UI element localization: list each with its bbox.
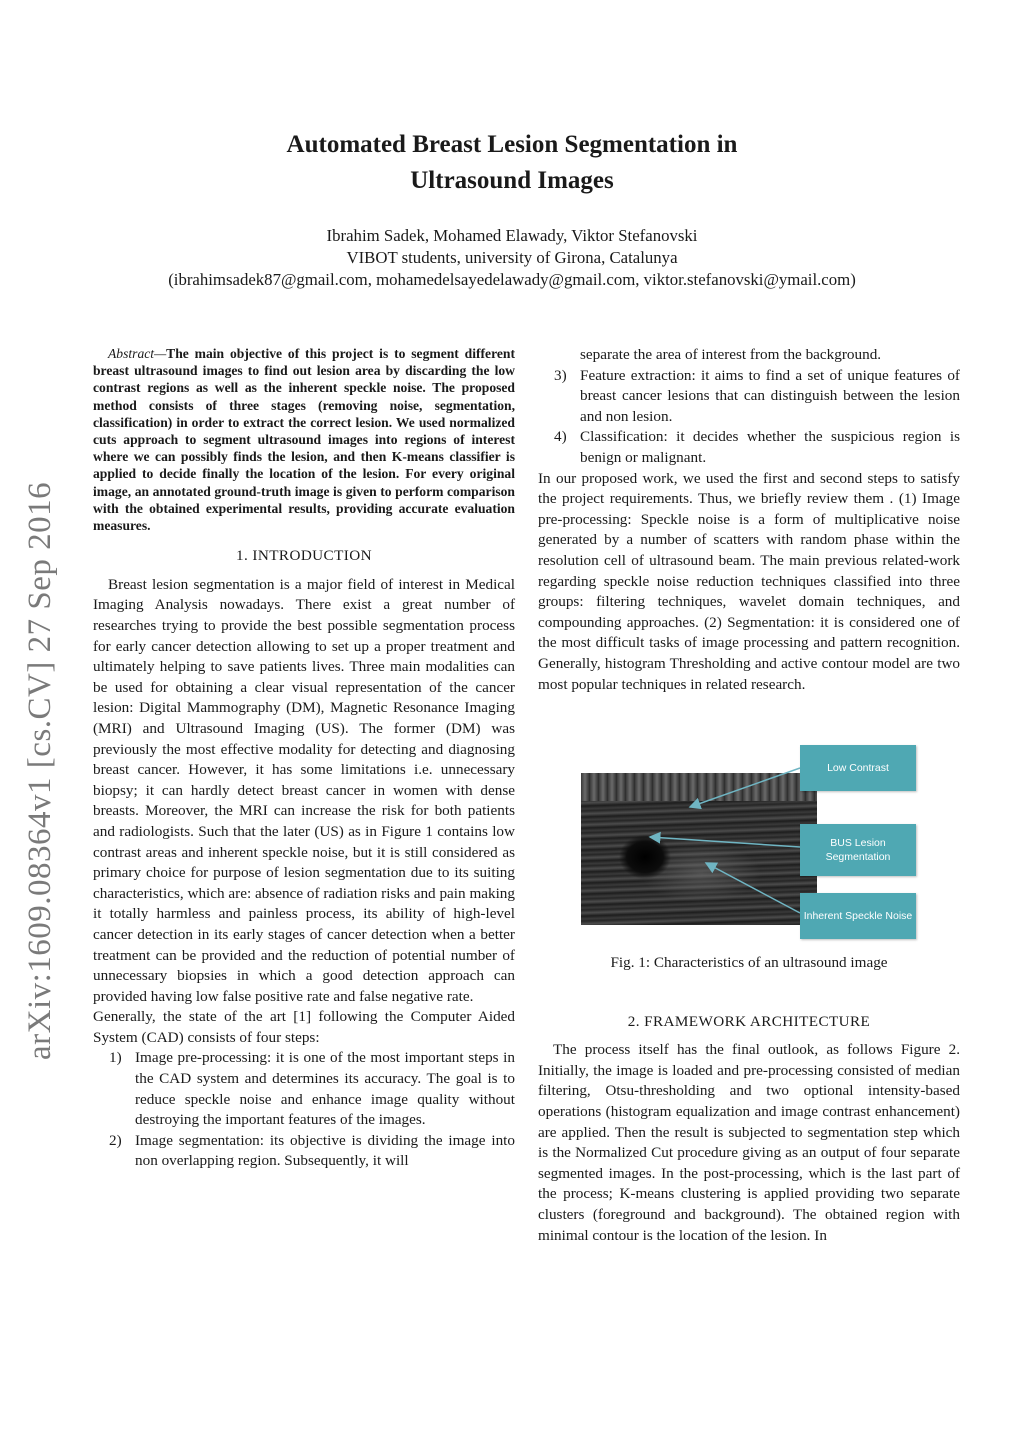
arxiv-identifier: arXiv:1609.08364v1 [cs.CV] 27 Sep 2016 (22, 481, 58, 1060)
list-item (538, 366, 960, 428)
abstract (93, 345, 515, 534)
left-column (93, 345, 515, 1172)
intro-paragraph-3: In our proposed work, we used the first and second steps to satisfy the project requirements. Thus, we briefly review them . (1) Image pre-processing: Speckle noise is a form of multiplicative noise generated by a number of scatters with random phase within the resolution cell of ultrasound beam. The main previous related-work regarding speckle noise reduction techniques classified into three groups: filtering techniques, wavelet domain techniques, and compounding approaches. (2) Segmentation: it is considered one of the most difficult tasks of image processing and pattern recognition. Generally, histogram Thresholding and active contour model are two most popular techniques in related research. (538, 469, 960, 693)
list-item (538, 427, 960, 468)
list-text: Image segmentation: its objective is dividing the image into non overlapping region. Subsequently, it will (135, 1131, 515, 1170)
list-text: Feature extraction: it aims to find a set of unique features of breast cancer lesions that can distinguish between the lesion and non lesion. (580, 366, 960, 425)
abstract-lead: Abstract— (108, 346, 167, 361)
label-low-contrast: Low Contrast (800, 745, 916, 791)
introduction-heading: 1. INTRODUCTION (236, 547, 372, 565)
title-line-1: Automated Breast Lesion Segmentation in (286, 131, 738, 158)
paper-title (0, 127, 1024, 199)
list-item (93, 1131, 515, 1172)
list-item (93, 1048, 515, 1130)
intro-paragraph-2: Generally, the state of the art [1] following the Computer Aided System (CAD) consists of four steps: (93, 1008, 515, 1046)
figure-1-caption: Fig. 1: Characteristics of an ultrasound image (610, 954, 888, 972)
list-number: 4) (554, 428, 567, 446)
arrow-lesion (650, 837, 800, 847)
intro-paragraph-1: Breast lesion segmentation is a major field of interest in Medical Imaging Analysis nowadays. There exist a great number of researches trying to provide the best possible segmentation process for early cancer detection allowing to set up a proper treatment and ultimately helping to save patients lives. Three main modalities can be used for obtaining a clear visual representation of the cancer lesion: Digital Mammography (DM), Magnetic Resonance Imaging (MRI) and Ultrasound Imaging (US). The former (DM) was previously the most effective modality for detecting and diagnosing breast cancer. However, it has some limitations i.e. unnecessary biopsy; it can hardly detect breast cancer in women with dense breasts. Moreover, the MRI can increase the risk for both patients and radiologists. Such that the later (US) as in Figure 1 contains low contrast areas and inherent speckle noise, but it is still considered as primary choice for purpose of lesion segmentation due to its suiting characteristics, which are: absence of radiation risks and pain making it totally harmless and painless process, its ability of high-level cancer detection in its early stages of cancer detection when a better treatment can be provided and the reduction of potential number of unnecessary biopsies in which a good detection approach can provided having low false positive rate and false negative rate. (93, 575, 515, 1005)
abstract-text: The main objective of this project is to segment different breast ultrasound images to find out lesion area by discarding the low contrast regions as well as the inherent speckle noise. The proposed method consists of three stages (removing noise, segmentation, classification) in order to extract the correct lesion. We used normalized cuts approach to segment ultrasound images into regions of interest where we can possibly finds the lesion, and then K-means classifier is applied to decide finally the location of the lesion. For every original image, an annotated ground-truth image is given to perform comparison with the obtained experimental results, providing accurate evaluation measures. (93, 346, 515, 534)
affiliation: VIBOT students, university of Girona, Catalunya (346, 248, 678, 267)
label-inherent-speckle-noise: Inherent Speckle Noise (800, 893, 916, 939)
list-number: 2) (109, 1131, 122, 1149)
label-bus-lesion-segmentation: BUS Lesion Segmentation (800, 824, 916, 876)
list-text: Image pre-processing: it is one of the most important steps in the CAD system and determines its accuracy. The goal is to reduce speckle noise and enhance image quality without destroying the important features of the images. (135, 1049, 515, 1129)
arrow-low-contrast (690, 768, 800, 807)
author-block (0, 225, 1024, 291)
author-names: Ibrahim Sadek, Mohamed Elawady, Viktor Stefanovski (326, 226, 698, 245)
cad-steps-list-continued (538, 366, 960, 469)
list-number: 3) (554, 366, 567, 384)
cad-steps-list (93, 1048, 515, 1172)
step-2-continuation: separate the area of interest from the background. (580, 346, 882, 363)
right-column (538, 345, 960, 1246)
list-number: 1) (109, 1049, 122, 1067)
author-emails: (ibrahimsadek87@gmail.com, mohamedelsayedelawady@gmail.com, viktor.stefanovski@ymail.com) (168, 270, 856, 289)
framework-heading: 2. FRAMEWORK ARCHITECTURE (627, 1012, 871, 1030)
arrow-speckle-noise (706, 863, 800, 913)
list-text: Classification: it decides whether the suspicious region is benign or malignant. (580, 428, 960, 466)
title-line-2: Ultrasound Images (410, 167, 614, 194)
framework-paragraph-1: The process itself has the final outlook, as follows Figure 2. Initially, the image is loaded and pre-processing consisted of median filtering, Otsu-thresholding and two optional intensity-based operations (histogram equalization and image contrast enhancement) are applied. Then the result is subjected to segmentation step which is the Normalized Cut procedure giving as an output of four separate segmented images. In the post-processing, which is the last part of the process; K-means clustering is applied providing two separate clusters (foreground and background). The obtained region with minimal contour is the location of the lesion. In (538, 1041, 960, 1244)
figure-1 (538, 735, 960, 935)
